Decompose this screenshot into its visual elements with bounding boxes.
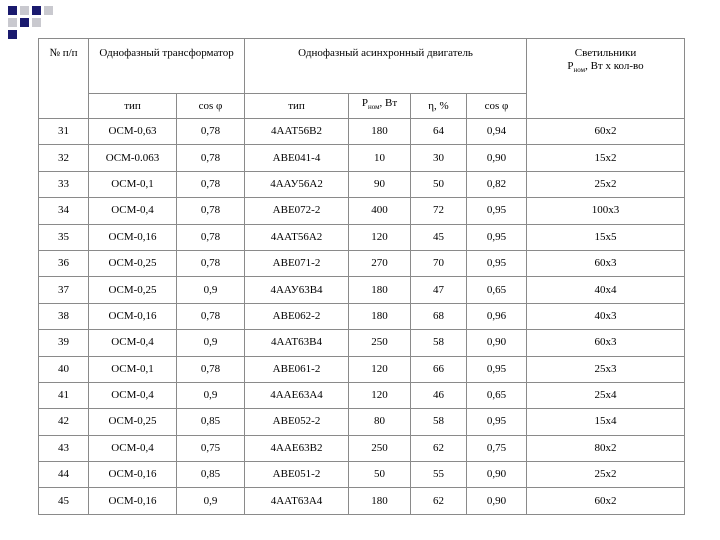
row-number: 32 (39, 145, 89, 171)
header-lamps: Светильники $P_{ном}$, Вт х кол-во (527, 39, 685, 119)
row-number: 35 (39, 224, 89, 250)
deco-square (8, 30, 17, 39)
decorative-squares (0, 0, 60, 40)
transformer-type: ОСМ-0,16 (89, 488, 177, 514)
motor-power: 50 (349, 462, 411, 488)
transformer-type: ОСМ-0,16 (89, 303, 177, 329)
row-number: 42 (39, 409, 89, 435)
specification-table (38, 38, 685, 515)
transformer-cos: 0,78 (177, 303, 245, 329)
motor-type: 4ААУ56А2 (245, 171, 349, 197)
motor-efficiency: 66 (411, 356, 467, 382)
motor-efficiency: 68 (411, 303, 467, 329)
motor-cos: 0,95 (467, 250, 527, 276)
motor-power: 180 (349, 303, 411, 329)
lamps-value: 100х3 (527, 198, 685, 224)
transformer-type: ОСМ-0,25 (89, 277, 177, 303)
row-number: 40 (39, 356, 89, 382)
motor-power: 180 (349, 488, 411, 514)
motor-power: 120 (349, 356, 411, 382)
lamps-value: 15х5 (527, 224, 685, 250)
transformer-cos: 0,78 (177, 145, 245, 171)
motor-cos: 0,95 (467, 409, 527, 435)
table-row (39, 198, 685, 224)
header-tr-type: тип (89, 94, 177, 119)
table-row (39, 277, 685, 303)
motor-cos: 0,90 (467, 145, 527, 171)
motor-efficiency: 72 (411, 198, 467, 224)
row-number: 39 (39, 330, 89, 356)
transformer-type: ОСМ-0,16 (89, 462, 177, 488)
motor-efficiency: 46 (411, 382, 467, 408)
table-row (39, 145, 685, 171)
transformer-cos: 0,9 (177, 330, 245, 356)
motor-cos: 0,95 (467, 224, 527, 250)
deco-square (8, 18, 17, 27)
motor-power: 10 (349, 145, 411, 171)
row-number: 41 (39, 382, 89, 408)
motor-type: 4ААЕ63А4 (245, 382, 349, 408)
motor-efficiency: 62 (411, 435, 467, 461)
row-number: 31 (39, 119, 89, 145)
table-row (39, 119, 685, 145)
motor-cos: 0,90 (467, 462, 527, 488)
motor-efficiency: 55 (411, 462, 467, 488)
header-motor-eta: η, % (411, 94, 467, 119)
header-motor-type: тип (245, 94, 349, 119)
deco-square (32, 6, 41, 15)
motor-cos: 0,96 (467, 303, 527, 329)
transformer-type: ОСМ-0.063 (89, 145, 177, 171)
motor-type: АВЕ062-2 (245, 303, 349, 329)
transformer-cos: 0,78 (177, 171, 245, 197)
motor-cos: 0,95 (467, 356, 527, 382)
row-number: 44 (39, 462, 89, 488)
motor-cos: 0,82 (467, 171, 527, 197)
deco-square (8, 6, 17, 15)
motor-type: 4ААТ56А2 (245, 224, 349, 250)
motor-efficiency: 64 (411, 119, 467, 145)
lamps-value: 25х3 (527, 356, 685, 382)
motor-power: 270 (349, 250, 411, 276)
transformer-cos: 0,78 (177, 119, 245, 145)
motor-cos: 0,90 (467, 330, 527, 356)
motor-efficiency: 58 (411, 409, 467, 435)
transformer-cos: 0,78 (177, 198, 245, 224)
deco-square (32, 18, 41, 27)
transformer-cos: 0,78 (177, 224, 245, 250)
row-number: 36 (39, 250, 89, 276)
lamps-value: 40х3 (527, 303, 685, 329)
deco-square (44, 6, 53, 15)
lamps-value: 80х2 (527, 435, 685, 461)
motor-cos: 0,75 (467, 435, 527, 461)
lamps-value: 60х2 (527, 119, 685, 145)
transformer-type: ОСМ-0,25 (89, 409, 177, 435)
transformer-type: ОСМ-0,25 (89, 250, 177, 276)
header-number: № п/п (39, 39, 89, 119)
table-row (39, 382, 685, 408)
motor-type: 4ААЕ63В2 (245, 435, 349, 461)
transformer-cos: 0,85 (177, 462, 245, 488)
motor-type: 4ААТ63А4 (245, 488, 349, 514)
table-row (39, 488, 685, 514)
lamps-value: 25х2 (527, 462, 685, 488)
motor-type: 4ААУ63В4 (245, 277, 349, 303)
motor-cos: 0,94 (467, 119, 527, 145)
header-motor-power: $P_{ном}$, Вт (349, 94, 411, 119)
motor-cos: 0,65 (467, 382, 527, 408)
header-motor: Однофазный асинхронный двигатель (245, 39, 527, 94)
motor-power: 250 (349, 435, 411, 461)
transformer-cos: 0,9 (177, 382, 245, 408)
motor-type: АВЕ061-2 (245, 356, 349, 382)
motor-power: 250 (349, 330, 411, 356)
lamps-value: 25х2 (527, 171, 685, 197)
transformer-type: ОСМ-0,4 (89, 382, 177, 408)
transformer-cos: 0,9 (177, 277, 245, 303)
transformer-cos: 0,85 (177, 409, 245, 435)
motor-power: 80 (349, 409, 411, 435)
motor-efficiency: 62 (411, 488, 467, 514)
motor-power: 180 (349, 277, 411, 303)
motor-cos: 0,90 (467, 488, 527, 514)
header-tr-cos: cos φ (177, 94, 245, 119)
row-number: 34 (39, 198, 89, 224)
header-motor-cos: cos φ (467, 94, 527, 119)
transformer-type: ОСМ-0,63 (89, 119, 177, 145)
table-row (39, 171, 685, 197)
lamps-value: 40х4 (527, 277, 685, 303)
motor-power: 120 (349, 224, 411, 250)
motor-cos: 0,65 (467, 277, 527, 303)
table-row (39, 224, 685, 250)
motor-power: 90 (349, 171, 411, 197)
motor-efficiency: 70 (411, 250, 467, 276)
motor-efficiency: 50 (411, 171, 467, 197)
lamps-value: 60х2 (527, 488, 685, 514)
table-row (39, 303, 685, 329)
deco-square (20, 18, 29, 27)
lamps-value: 60х3 (527, 250, 685, 276)
table-row (39, 435, 685, 461)
deco-square (20, 6, 29, 15)
motor-type: АВЕ071-2 (245, 250, 349, 276)
transformer-cos: 0,75 (177, 435, 245, 461)
motor-efficiency: 45 (411, 224, 467, 250)
motor-cos: 0,95 (467, 198, 527, 224)
motor-type: АВЕ041-4 (245, 145, 349, 171)
motor-efficiency: 30 (411, 145, 467, 171)
header-transformer: Однофазный трансформатор (89, 39, 245, 94)
motor-type: АВЕ051-2 (245, 462, 349, 488)
table-row (39, 330, 685, 356)
table-row (39, 409, 685, 435)
lamps-value: 15х2 (527, 145, 685, 171)
table-row (39, 250, 685, 276)
motor-type: 4ААТ63В4 (245, 330, 349, 356)
transformer-cos: 0,9 (177, 488, 245, 514)
transformer-type: ОСМ-0,4 (89, 198, 177, 224)
table-row (39, 356, 685, 382)
transformer-cos: 0,78 (177, 356, 245, 382)
transformer-type: ОСМ-0,4 (89, 330, 177, 356)
row-number: 38 (39, 303, 89, 329)
motor-efficiency: 58 (411, 330, 467, 356)
motor-power: 120 (349, 382, 411, 408)
row-number: 37 (39, 277, 89, 303)
motor-type: АВЕ052-2 (245, 409, 349, 435)
transformer-type: ОСМ-0,1 (89, 171, 177, 197)
transformer-type: ОСМ-0,16 (89, 224, 177, 250)
transformer-cos: 0,78 (177, 250, 245, 276)
row-number: 33 (39, 171, 89, 197)
row-number: 43 (39, 435, 89, 461)
transformer-type: ОСМ-0,1 (89, 356, 177, 382)
motor-type: 4ААТ56В2 (245, 119, 349, 145)
lamps-value: 25х4 (527, 382, 685, 408)
header-row-group (39, 39, 685, 94)
lamps-value: 60х3 (527, 330, 685, 356)
motor-power: 400 (349, 198, 411, 224)
table-row (39, 462, 685, 488)
transformer-type: ОСМ-0,4 (89, 435, 177, 461)
lamps-value: 15х4 (527, 409, 685, 435)
row-number: 45 (39, 488, 89, 514)
motor-efficiency: 47 (411, 277, 467, 303)
motor-power: 180 (349, 119, 411, 145)
motor-type: АВЕ072-2 (245, 198, 349, 224)
